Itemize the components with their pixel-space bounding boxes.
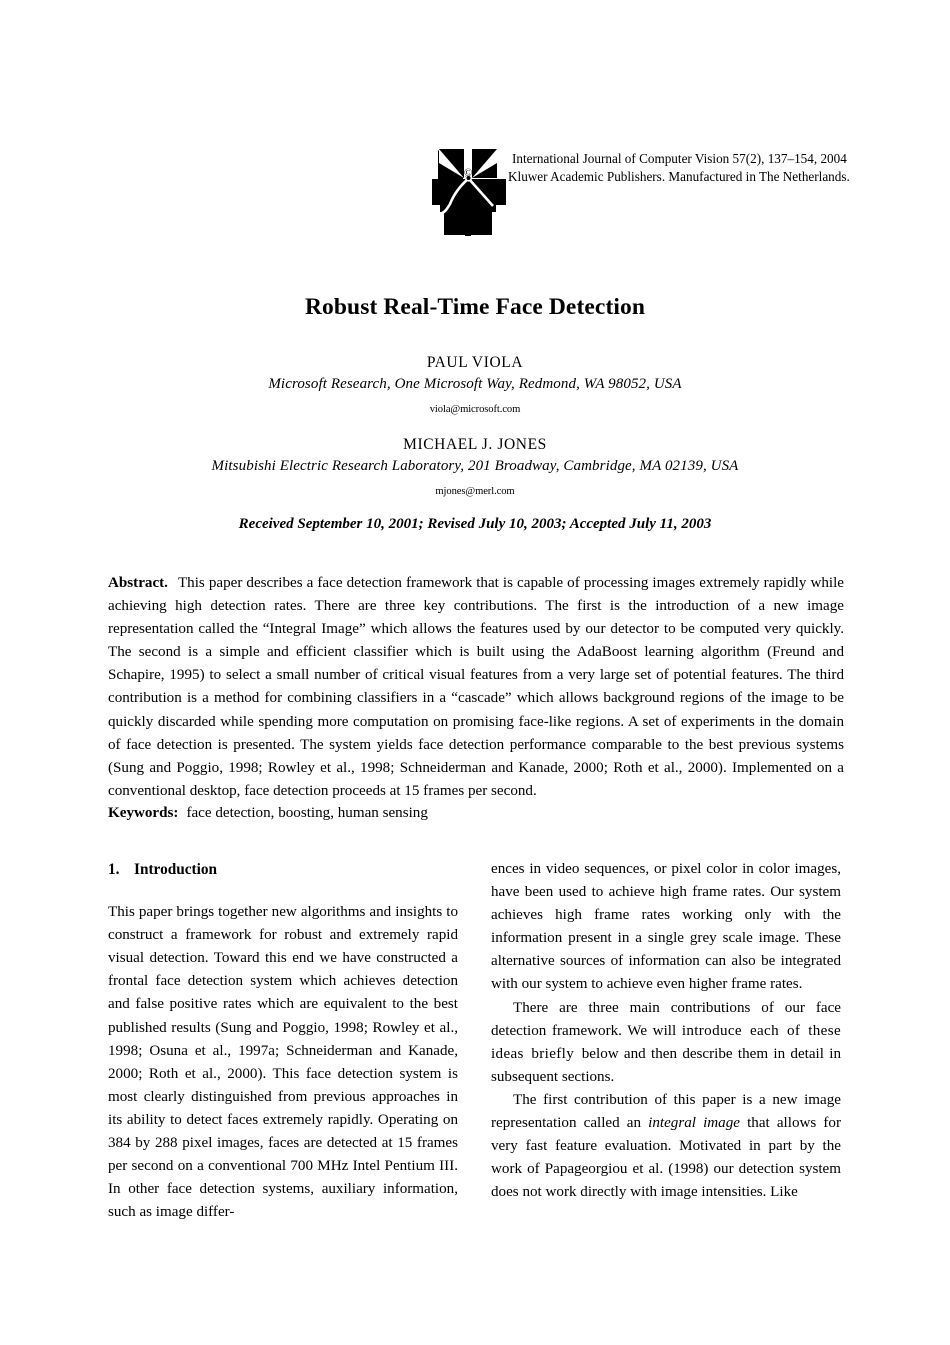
author-block-viola (0, 354, 950, 415)
journal-imprint (508, 150, 868, 186)
author-affiliation: Microsoft Research, One Microsoft Way, Redmond, WA 98052, USA (268, 376, 682, 392)
section-number: 1. (108, 861, 120, 878)
section-title: Introduction (134, 861, 218, 878)
paragraph-run-loose: introduce each of these ideas briefly (491, 1022, 842, 1062)
paragraph: This paper brings together new algorithms and insights to construct a framework for robust and extremely rapid visual detection. Toward this end we have constructed a frontal face detection system which achieves detection and false positive rates which are equivalent to the best published results (Sung and Poggio, 1998; Rowley et al., 1998; Osuna et al., 1997a; Schneiderman and Kanade, 2000; Roth et al., 2000). This face detection system is most clearly distinguished from previous approaches in its ability to detect faces extremely rapidly. Operating on 384 by 288 pixel images, faces are detected at 15 frames per second on a conventional 700 MHz Intel Pentium III. In other face detection systems, auxiliary information, such as image differ- (108, 904, 458, 1221)
journal-header (430, 146, 870, 242)
abstract-section (108, 572, 844, 803)
copyright-symbol: © (464, 167, 473, 179)
journal-citation-line: International Journal of Computer Vision 57(2), 137–154, 2004 (512, 151, 847, 166)
author-affiliation: Mitsubishi Electric Research Laboratory, 201 Broadway, Cambridge, MA 02139, USA (211, 458, 739, 474)
author-name: MICHAEL J. JONES (403, 436, 547, 453)
keywords-text: face detection, boosting, human sensing (186, 805, 428, 821)
paragraph-run: that allows for very fast feature evaluation. Motivated in part by the work of Papageorgiou et al. (1998) our detection system does not work directly with image intensities. Like (491, 1115, 841, 1201)
paragraph: ences in video sequences, or pixel color in color images, have been used to achieve high frame rates. Our system achieves high frame rates working only with the information present in a single grey scale image. These alternative sources of information can also be integrated with our system to achieve even higher frame rates. (491, 861, 841, 993)
keywords-label: Keywords: (108, 805, 179, 821)
author-block-jones (0, 436, 950, 497)
abstract-text: This paper describes a face detection framework that is capable of processing images extremely rapidly while achieving high detection rates. There are three key contributions. The first is the introduction of a new image representation called the “Integral Image” which allows the features used by our detector to be computed very quickly. The second is a simple and efficient classifier which is built using the AdaBoost learning algorithm (Freund and Schapire, 1995) to select a small number of critical visual features from a very large set of potential features. The third contribution is a method for combining classifiers in a “cascade” which allows background regions of the image to be quickly discarded while spending more computation on promising face-like regions. A set of experiments in the domain of face detection is presented. The system yields face detection performance comparable to the best previous systems (Sung and Poggio, 1998; Rowley et al., 1998; Schneiderman and Kanade, 2000; Roth et al., 2000). Implemented on a conventional desktop, face detection proceeds at 15 frames per second. (108, 575, 844, 799)
body-column-left (108, 858, 458, 1224)
page-title: Robust Real-Time Face Detection (304, 294, 646, 320)
paragraph (491, 997, 841, 1089)
paragraph-run: There are three main contributions of our face detection framework. We will (491, 999, 841, 1039)
paragraph-run: The first contribution of this paper is a new image representation called an (491, 1091, 841, 1132)
author-name: PAUL VIOLA (426, 354, 524, 371)
author-email: mjones@merl.com (435, 486, 515, 497)
paragraph (491, 1089, 841, 1204)
keywords-section (108, 802, 844, 825)
body-column-right (491, 858, 841, 1204)
received-dates: Received September 10, 2001; Revised July 10, 2003; Accepted July 11, 2003 (238, 516, 712, 532)
journal-publisher-line: Kluwer Academic Publishers. Manufactured in The Netherlands. (508, 169, 850, 184)
author-email: viola@microsoft.com (429, 404, 521, 415)
abstract-label: Abstract. (108, 575, 168, 591)
emphasis-integral-image: integral image (648, 1115, 740, 1132)
section-heading-introduction (108, 858, 458, 881)
paragraph-run: below and then describe them in detail in subsequent sections. (491, 1045, 841, 1085)
kluwer-butterfly-logo-icon (430, 146, 508, 238)
